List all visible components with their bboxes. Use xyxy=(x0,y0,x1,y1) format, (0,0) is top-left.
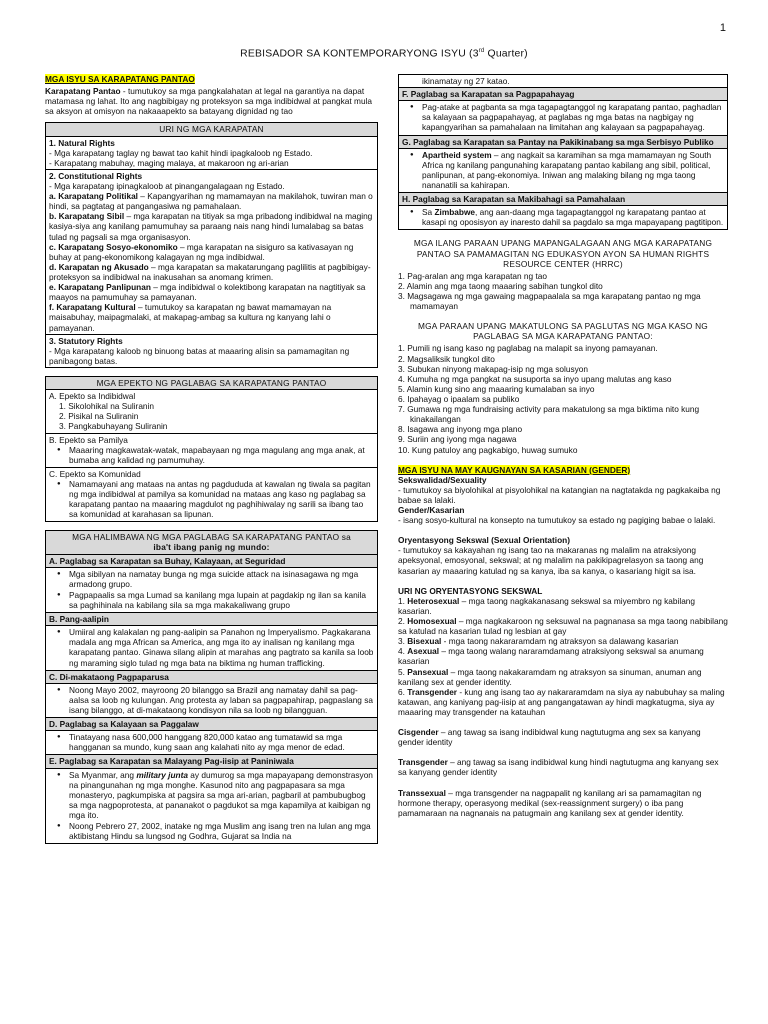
halimbawa-continued-table xyxy=(398,74,728,230)
orientation-definition: - tumutukoy sa kakayahan ng isang tao na makaranas ng malalim na atraksiyong apeksyonal, emosyonal, sekswal; at ng malalim na pakikipagrelasyon sa taong ang kasarian ay maaaring katulad ng sa kanya, iba sa kanya, o kasariang higit sa isa. xyxy=(398,545,704,576)
right-text: – mga indibidwal o kolektibong karapatan na nagtitiyak sa maayos na pamumuhay sa pamayanan. xyxy=(49,282,366,303)
right-term: b. Karapatang Sibil xyxy=(49,211,125,222)
right-term: c. Karapatang Sosyo-ekonomiko xyxy=(49,241,178,252)
halimbawa-e-title: E. Paglabag sa Karapatan sa Malayang Pag-iisip at Paniniwala xyxy=(46,755,378,768)
halimbawa-g-cell xyxy=(399,148,728,192)
document-title-tail: Quarter) xyxy=(484,48,528,60)
epekto-table xyxy=(45,376,378,522)
left-column xyxy=(45,74,378,852)
gender-term: Gender/Kasarian xyxy=(398,505,465,516)
halimbawa-item: ● Pagpapaalis sa mga Lumad sa kanilang mga lupain at pagdakip ng ilan sa kanila sa paghihinala na kabilang sila sa mga makakaliwang grupo xyxy=(57,590,374,610)
epekto-header: MGA EPEKTO NG PAGLABAG SA KARAPATANG PANTAO xyxy=(46,376,378,389)
section-heading-karapatang-pantao: MGA ISYU SA KARAPATANG PANTAO xyxy=(45,74,195,84)
sexuality-definition: - tumutukoy sa biyolohikal at pisyolohikal na katangian na nagtatakda ng pagkakaiba ng babae sa lalaki. xyxy=(398,484,721,505)
item-term: Cisgender xyxy=(398,727,439,738)
item-text: , ang aan-daang mga tagapagtanggol ng karapatang pantao at kasapi ng oposisyon ay inaresto dahil sa pagdalo sa mga mapayapang pagtitipon. xyxy=(422,207,724,228)
orientation-term: Oryentasyong Sekswal (Sexual Orientation) xyxy=(398,535,570,546)
list-item: 6. Ipahayag o ipaalam sa publiko xyxy=(398,393,520,404)
item-text: Sa Myanmar, ang xyxy=(69,769,137,780)
list-item: 3. Magsagawa ng mga gawaing magpapaalala sa mga karapatang pantao ng mga mamamayan xyxy=(398,290,701,312)
halimbawa-header-line2: iba't ibang panig ng mundo: xyxy=(153,542,270,553)
karapatang-pantao-section xyxy=(45,74,378,116)
halimbawa-c-cell xyxy=(46,683,378,717)
item-text: – ang tawag sa isang indibidwal kung hindi nagtutugma ang kanyang sex sa kanyang gender identity xyxy=(398,757,719,778)
item-term: Pansexual xyxy=(407,666,449,677)
gender-definition: - isang sosyo-kultural na konsepto na tumutukoy sa estado ng pagiging babae o lalaki. xyxy=(398,515,716,526)
item-text: – mga taong nakakaramdam ng atraksyon sa sinuman, anuman ang kanilang sex at gender identity. xyxy=(398,666,702,687)
constitutional-rights-intro: - Mga karapatang ipinagkaloob at pinangangalagaan ng Estado. xyxy=(49,180,285,191)
constitutional-right-item xyxy=(49,282,374,302)
item-text: - mga taong nakararamdam ng atraksyon sa dalawang kasarian xyxy=(441,636,679,647)
halimbawa-item: ● Noong Mayo 2002, mayroong 20 bilanggo sa Brazil ang namatay dahil sa pag-aalsa sa loob ng kulungan. Ang protesta ay laban sa pagpapahirap, pagpaslang sa isang bilanggo, at di-makataong kondisyon nila sa loob ng bilangguan. xyxy=(57,685,374,715)
kasarian-section xyxy=(398,465,728,818)
orientation-item xyxy=(398,596,728,616)
halimbawa-header xyxy=(46,531,378,554)
uri-ng-karapatan-table xyxy=(45,122,378,368)
list-item: 1. Pumili ng isang kaso ng paglabag na malapit sa inyong pamayanan. xyxy=(398,343,658,354)
right-text: – mga karapatan na titiyak sa mga pribadong indibidwal na maging kasiya-siya ang kanilang pamumuhay sa paraang nais nang hindi lumalabag sa batas tulad ng pagsali sa mga organisasyon. xyxy=(49,211,373,242)
paraan-edukasyon-list xyxy=(398,271,728,311)
list-item: 8. Isagawa ang inyong mga plano xyxy=(398,424,523,435)
sexuality-term: Sekswalidad/Sexuality xyxy=(398,474,487,485)
item-text: – mga taong walang nararamdamang atraksiyong sekswal sa anumang kasarian xyxy=(398,646,704,667)
item-text: Sa xyxy=(422,207,435,218)
halimbawa-a-cell xyxy=(46,567,378,612)
uri-oryentasyon-title: URI NG ORYENTASYONG SEKSWAL xyxy=(398,585,543,596)
epekto-item: 2. Pisikal na Suliranin xyxy=(59,411,139,422)
orientation-item xyxy=(398,636,728,646)
item-term: military junta xyxy=(136,769,188,780)
right-term: e. Karapatang Panlipunan xyxy=(49,282,151,293)
item-term: Heterosexual xyxy=(407,595,460,606)
list-item: 2. Magsaliksik tungkol dito xyxy=(398,353,495,364)
halimbawa-item xyxy=(410,150,724,190)
cisgender-definition xyxy=(398,727,728,747)
item-term: Zimbabwe xyxy=(434,207,476,218)
right-text: – tumutukoy sa karapatan ng bawat mamamayan na maisabuhay, maipagmalaki, at makapag-ambag sa kultura ng kanyang lahi o pamayanan. xyxy=(49,302,332,333)
list-item: 3. Subukan ninyong makapag-isip ng mga solusyon xyxy=(398,363,589,374)
halimbawa-b-title: B. Pang-aalipin xyxy=(46,613,378,626)
item-text: – mga transgender na nagpapalit ng kanilang ari sa pamamagitan ng hormone therapy, operasyong medikal (sex-reassignment surgery) o iba pang pamamaraan na nagnanais na patugmain ang kanilang sex at gender identity. xyxy=(398,787,702,818)
halimbawa-item: ● Umiiral ang kalakalan ng pang-aalipin sa Panahon ng Imperyalismo. Pagkakarana madala ang mga African sa America, ang mga ito ay inalisan ng kanilang mga karapatang pantao. Ginawa silang alipin at marahas ang pagtrato sa kanila sa loob ng maraming siglo tulad ng mga bata na biktima ng human trafficking. xyxy=(57,627,374,667)
right-term: f. Karapatang Kultural xyxy=(49,302,136,313)
list-item: 1. Pag-aralan ang mga karapatan ng tao xyxy=(398,270,547,281)
halimbawa-g-title: G. Paglabag sa Karapatan sa Pantay na Pakikinabang sa mga Serbisyo Publiko xyxy=(399,135,728,148)
item-text: ay dumurog sa mga mapayapang demonstrasyon na pinangunahan ng mga monghe. Kasunod nito ang pagpapasara sa mga monasteryo, pagkumpiska at pagsira sa mga ari-arian, pagbaril at pambubugbog sa mga nagpoprotesta, at pananakot o pagdukot sa mga kapamilya at kaibigan ng mga ito. xyxy=(69,769,373,820)
constitutional-rights-cell xyxy=(46,169,378,334)
uri-ng-karapatan-header: URI NG MGA KARAPATAN xyxy=(46,123,378,136)
item-term: Transgender xyxy=(407,686,458,697)
item-text: – mga nagkakaroon ng seksuwal na pagnanasa sa mga taong nabibilang sa katulad na kasarian tulad ng lesbian at gay xyxy=(398,616,728,637)
epekto-pamilya-text: ● Maaaring magkawatak-watak, mapabayaan ng mga magulang ang mga anak, at bumaba ang kalidad ng pamumuhay. xyxy=(57,445,374,465)
halimbawa-item: ● Noong Pebrero 27, 2002, inatake ng mga Muslim ang isang tren na lulan ang mga aktibistang Hindu sa lungsod ng Godhra, Gujarat sa India na xyxy=(57,821,374,841)
list-item: 9. Suriin ang iyong mga nagawa xyxy=(398,434,517,445)
orientation-item xyxy=(398,646,728,666)
paraan-edukasyon-title: MGA ILANG PARAAN UPANG MAPANGALAGAAN ANG MGA KARAPATANG PANTAO SA PAMAMAGITAN NG EDUKASYON AYON SA HUMAN RIGHTS RESOURCE CENTER (HRRC) xyxy=(413,238,713,269)
orientation-item xyxy=(398,687,728,717)
constitutional-rights-title: 2. Constitutional Rights xyxy=(49,170,143,181)
natural-rights-cell xyxy=(46,136,378,169)
item-text: – ang tawag sa isang indibidwal kung nagtutugma ang sex sa kanyang gender identity xyxy=(398,727,701,748)
list-item: 5. Alamin kung sino ang maaaring kumalaban sa inyo xyxy=(398,383,595,394)
item-text: - kung ang isang tao ay nakararamdam na siya ay nabubuhay sa maling katawan, ang kaniyang pag-iisip at ang pangangatawan ay hindi magkatugma, siya ay maaaring may transgender na katauhan xyxy=(398,686,725,718)
right-term: d. Karapatan ng Akusado xyxy=(49,261,149,272)
item-term: Homosexual xyxy=(407,616,457,627)
right-term: a. Karapatang Politikal xyxy=(49,191,138,202)
item-term: Transsexual xyxy=(398,787,446,798)
karapatang-pantao-definition xyxy=(45,86,378,116)
epekto-pamilya-title: B. Epekto sa Pamilya xyxy=(49,434,128,445)
transgender-definition xyxy=(398,757,728,777)
definition-text: - tumutukoy sa mga pangkalahatan at legal na garantiya na dapat matamasa ng lahat. Ito ang nagbibigay ng proteksyon sa mga indibidwal at pangkat mula sa aksyon at omisyon na nakaaapekto sa batayang dignidad ng tao xyxy=(45,86,373,117)
item-term: Apartheid system xyxy=(422,149,492,160)
item-number: 1. xyxy=(398,595,408,606)
epekto-indibidwal-title: A. Epekto sa Indibidwal xyxy=(49,391,136,402)
halimbawa-table xyxy=(45,530,378,844)
halimbawa-item: ● Tinatayang nasa 600,000 hanggang 820,000 katao ang tumatawid sa mga hangganan sa mundo, kung saan ang kalahati nito ay mga menor de edad. xyxy=(57,732,374,752)
halimbawa-item: ● Pag-atake at pagbanta sa mga tagapagtanggol ng karapatang pantao, paghadlan sa kalayaan sa pagpapahayag, at paglabas ng mga batas na nagbigay ng kapangyarihan sa pamahalaan na limitahan ang kalayaan sa pagpapahayag. xyxy=(410,102,724,132)
document-title xyxy=(0,48,768,61)
definition-term: Karapatang Pantao xyxy=(45,86,121,97)
document-title-superscript: rd xyxy=(478,48,485,54)
list-item: 7. Gumawa ng mga fundraising activity para makatulong sa mga biktima nito kung kinakailangan xyxy=(398,404,700,425)
halimbawa-item xyxy=(410,207,724,227)
document-title-main: REBISADOR SA KONTEMPORARYONG ISYU (3 xyxy=(240,48,479,60)
epekto-komunidad-title: C. Epekto sa Komunidad xyxy=(49,468,141,479)
transsexual-definition xyxy=(398,788,728,818)
item-number: 4. xyxy=(398,646,408,657)
natural-rights-line: - Mga karapatang taglay ng bawat tao kahit hindi ipagkaloob ng Estado. xyxy=(49,147,313,158)
halimbawa-a-title: A. Paglabag sa Karapatan sa Buhay, Kalayaan, at Seguridad xyxy=(46,554,378,567)
halimbawa-item xyxy=(57,770,374,821)
halimbawa-header-line1: MGA HALIMBAWA NG MGA PAGLABAG SA KARAPATANG PANTAO sa xyxy=(72,532,351,543)
halimbawa-d-title: D. Paglabag sa Kalayaan sa Paggalaw xyxy=(46,718,378,731)
statutory-rights-text: - Mga karapatang kaloob ng binuong batas at maaaring alisin sa pamamagitan ng panibagong batas. xyxy=(49,345,350,366)
halimbawa-item: ● Mga sibilyan na namatay bunga ng mga suicide attack na isinasagawa ng mga armadong grupo. xyxy=(57,569,374,589)
item-number: 5. xyxy=(398,666,408,677)
item-number: 6. xyxy=(398,686,408,697)
list-item: 4. Kumuha ng mga pangkat na susuporta sa inyo upang malutas ang kaso xyxy=(398,373,672,384)
statutory-rights-title: 3. Statutory Rights xyxy=(49,335,123,346)
epekto-komunidad-cell xyxy=(46,467,378,522)
paraan-paglutas-title: MGA PARAAN UPANG MAKATULONG SA PAGLUTAS NG MGA KASO NG PAGLABAG SA MGA KARAPATANG PANTAO: xyxy=(418,321,708,342)
epekto-pamilya-cell xyxy=(46,433,378,467)
epekto-item: 3. Pangkabuhayang Suliranin xyxy=(59,421,168,432)
natural-rights-title: 1. Natural Rights xyxy=(49,137,115,148)
item-term: Asexual xyxy=(407,646,440,657)
item-text: – mga taong nagkakanasang sekswal sa miyembro ng kabilang kasarian. xyxy=(398,595,696,616)
halimbawa-h-title: H. Paglabag sa Karapatan sa Makibahagi sa Pamahalaan xyxy=(399,193,728,206)
constitutional-right-item xyxy=(49,262,374,282)
epekto-item: 1. Sikolohikal na Suliranin xyxy=(59,401,155,412)
item-text: – ang nagkait sa karamihan sa mga mamamayan ng South Africa ng kanilang pangunahing karapatang pantao kabilang ang sibil, political, panlipunan, at pang-ekonomiya. Iniwan ang malaking bilang ng mga taong nananatili sa kahirapan. xyxy=(422,149,712,190)
item-term: Transgender xyxy=(398,757,448,768)
halimbawa-f-title: F. Paglabag sa Karapatan sa Pagpapahayag xyxy=(399,88,728,101)
epekto-komunidad-text: ● Namamayani ang mataas na antas ng pagdududa at kawalan ng tiwala sa pagitan ng mga indibidwal at pamilya sa komunidad na mataas ang kaso ng paglabag sa karapatang pantao na maaaring magdulot ng paghihiwalay ng sarili sa ibang tao sa komunidad at karahasan sa lipunan. xyxy=(57,479,374,519)
orientation-item xyxy=(398,616,728,636)
right-text: – Kapangyarihan ng mamamayan na makilahok, tuwiran man o hindi, sa pagtatag at pangangasiwa ng pamahalaan. xyxy=(49,191,373,212)
continued-line: ikinamatay ng 27 katao. xyxy=(399,75,728,88)
orientation-item xyxy=(398,667,728,687)
halimbawa-b-cell xyxy=(46,626,378,670)
constitutional-right-item xyxy=(49,302,374,332)
halimbawa-f-cell xyxy=(399,101,728,135)
paraan-paglutas-list xyxy=(398,343,728,454)
halimbawa-e-cell xyxy=(46,768,378,844)
constitutional-right-item xyxy=(49,191,374,211)
page-number: 1 xyxy=(719,22,726,34)
list-item: 2. Alamin ang mga taong maaaring sabihan tungkol dito xyxy=(398,280,603,291)
statutory-rights-cell xyxy=(46,334,378,367)
halimbawa-d-cell xyxy=(46,731,378,755)
right-column xyxy=(398,74,728,818)
item-term: Bisexual xyxy=(407,636,442,647)
right-text: – mga karapatan sa makatarungang paglilitis at pagbibigay-proteksyon sa indibidwal na inakusahan sa anomang krimen. xyxy=(49,261,371,282)
halimbawa-c-title: C. Di-makataong Pagpaparusa xyxy=(46,670,378,683)
epekto-indibidwal-cell xyxy=(46,390,378,433)
halimbawa-h-cell xyxy=(399,206,728,230)
item-number: 3. xyxy=(398,636,408,647)
constitutional-right-item xyxy=(49,242,374,262)
item-number: 2. xyxy=(398,616,408,627)
list-item: 10. Kung patuloy ang pagkabigo, huwag sumuko xyxy=(398,444,578,455)
right-text: – mga karapatan na sisiguro sa kativasayan ng buhay at pang-ekonomikong kalagayan ng mga indibidwal. xyxy=(49,241,354,262)
natural-rights-line: - Karapatang mabuhay, maging malaya, at makaroon ng ari-arian xyxy=(49,157,289,168)
constitutional-right-item xyxy=(49,211,374,241)
section-heading-kasarian: MGA ISYU NA MAY KAUGNAYAN SA KASARIAN (GENDER) xyxy=(398,464,631,475)
